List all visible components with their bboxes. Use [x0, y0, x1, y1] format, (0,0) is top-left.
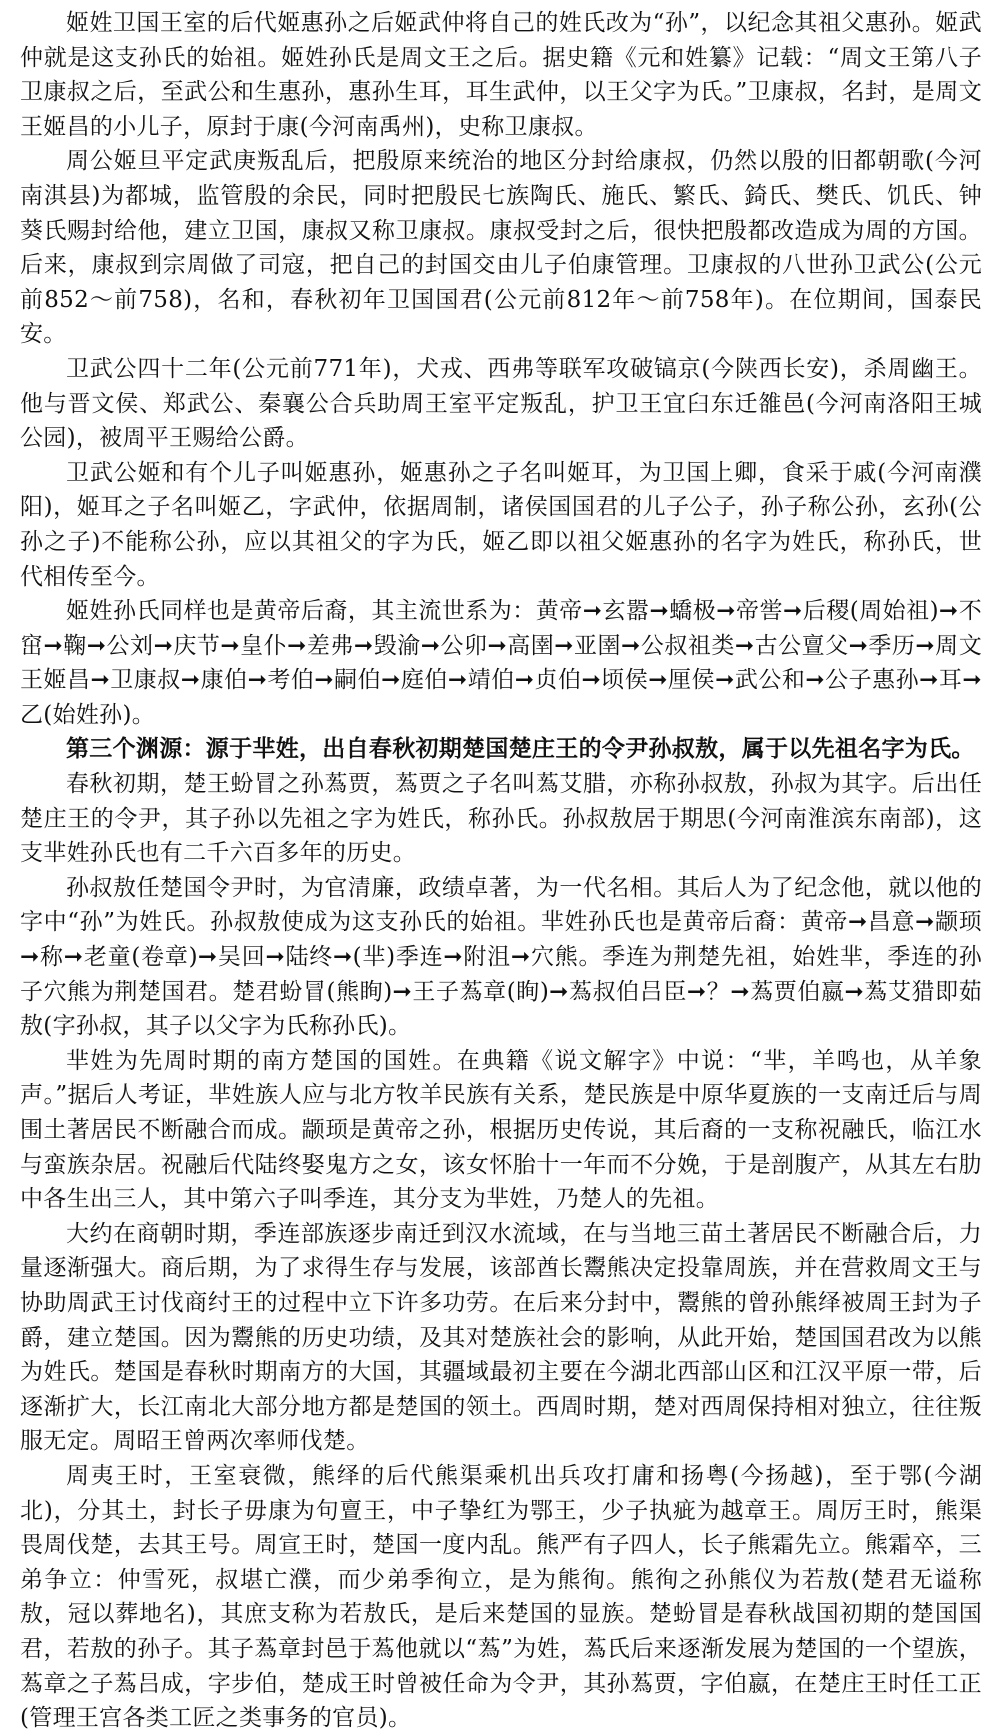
paragraph: 卫武公姬和有个儿子叫姬惠孙，姬惠孙之子名叫姬耳，为卫国上卿，食采于戚(今河南濮阳)，姬耳之子名叫姬乙，字武仲，依据周制，诸侯国国君的儿子公子，孙子称公孙，玄孙(公孙之子)不能称公孙，应以其祖父的字为氏，姬乙即以祖父姬惠孙的名字为姓氏，称孙氏，世代相传至今。 — [20, 459, 982, 590]
paragraph: 芈姓为先周时期的南方楚国的国姓。在典籍《说文解字》中说：“芈，羊鸣也，从羊象声。”据后人考证，芈姓族人应与北方牧羊民族有关系，楚民族是中原华夏族的一支南迁后与周围土著居民不断融合而成。颛顼是黄帝之孙，根据历史传说，其后裔的一支称祝融氏，临江水与蛮族杂居。祝融后代陆终娶鬼方之女，该女怀胎十一年而不分娩，于是剖腹产，从其左右肋中各生出三人，其中第六子叫季连，其分支为芈姓，乃楚人的先祖。 — [20, 1047, 982, 1213]
section-heading: 第三个渊源：源于芈姓，出自春秋初期楚国楚庄王的令尹孙叔敖，属于以先祖名字为氏。 — [66, 735, 975, 763]
paragraph: 周公姬旦平定武庚叛乱后，把殷原来统治的地区分封给康叔，仍然以殷的旧都朝歌(今河南淇县)为都城，监管殷的余民，同时把殷民七族陶氏、施氏、繁氏、錡氏、樊氏、饥氏、钟葵氏赐封给他，建立卫国，康叔又称卫康叔。康叔受封之后，很快把殷都改造成为周的方国。后来，康叔到宗周做了司寇，把自己的封国交由儿子伯康管理。卫康叔的八世孙卫武公(公元前852～前758)，名和，春秋初年卫国国君(公元前812年～前758年)。在位期间，国泰民安。 — [20, 148, 982, 348]
paragraph: 春秋初期，楚王蚡冒之孙蒍贾，蒍贾之子名叫蒍艾腊，亦称孙叔敖，孙叔为其字。后出任楚庄王的令尹，其子孙以先祖之字为姓氏，称孙氏。孙叔敖居于期思(今河南淮滨东南部)，这支芈姓孙氏也有二千六百多年的历史。 — [20, 771, 982, 867]
paragraph: 大约在商朝时期，季连部族逐步南迁到汉水流域，在与当地三苗土著居民不断融合后，力量逐渐强大。商后期，为了求得生存与发展，该部酋长鬻熊决定投靠周族，并在营救周文王与协助周武王讨伐商纣王的过程中立下许多功劳。在后来分封中，鬻熊的曾孙熊绎被周王封为子爵，建立楚国。因为鬻熊的历史功绩，及其对楚族社会的影响，从此开始，楚国国君改为以熊为姓氏。楚国是春秋时期南方的大国，其疆域最初主要在今湖北西部山区和江汉平原一带，后逐渐扩大，长江南北大部分地方都是楚国的领土。西周时期，楚对西周保持相对独立，往往叛服无定。周昭王曾两次率师伐楚。 — [20, 1220, 982, 1455]
paragraph: 卫武公四十二年(公元前771年)，犬戎、西弗等联军攻破镐京(今陕西长安)，杀周幽王。他与晋文侯、郑武公、秦襄公合兵助周王室平定叛乱，护卫王宜臼东迁雒邑(今河南洛阳王城公园)，被周平王赐给公爵。 — [20, 355, 982, 452]
paragraph: 周夷王时，王室衰微，熊绎的后代熊渠乘机出兵攻打庸和扬粤(今扬越)，至于鄂(今湖北)，分其土，封长子毋康为句亶王，中子挚红为鄂王，少子执疵为越章王。周厉王时，熊渠畏周伐楚，去其王号。周宣王时，楚国一度内乱。熊严有子四人，长子熊霜先立。熊霜卒，三弟争立：仲雪死，叔堪亡濮，而少弟季徇立，是为熊徇。熊徇之孙熊仪为若敖(楚君无谥称敖，冠以葬地名)，其庶支称为若敖氏，是后来楚国的显族。楚蚡冒是春秋战国初期的楚国国君，若敖的孙子。其子蒍章封邑于蒍他就以“蒍”为姓，蒍氏后来逐渐发展为楚国的一个望族，蒍章之子蒍吕成，字步伯，楚成王时曾被任命为令尹，其孙蒍贾，字伯嬴，在楚庄王时任工正(管理王宫各类工匠之类事务的官员)。 — [20, 1462, 982, 1732]
paragraph: 孙叔敖任楚国令尹时，为官清廉，政绩卓著，为一代名相。其后人为了纪念他，就以他的字中“孙”为姓氏。孙叔敖使成为这支孙氏的始祖。芈姓孙氏也是黄帝后裔：黄帝➞昌意➞颛顼➞称➞老童(卷章)➞吴回➞陆终➞(芈)季连➞附沮➞穴熊。季连为荆楚先祖，始姓芈，季连的孙子穴熊为荆楚国君。楚君蚡冒(熊眴)➞王子蒍章(眴)➞蒍叔伯吕臣➞？➞蒍贾伯嬴➞蒍艾猎即茹敖(字孙叔，其子以父字为氏称孙氏)。 — [20, 874, 982, 1040]
paragraph: 姬姓孙氏同样也是黄帝后裔，其主流世系为：黄帝➞玄嚣➞蟜极➞帝喾➞后稷(周始祖)➞不窋➞鞠➞公刘➞庆节➞皇仆➞差弗➞毁渝➞公卯➞高圉➞亚圉➞公叔祖类➞古公亶父➞季历➞周文王姬昌➞卫康叔➞康伯➞考伯➞嗣伯➞庭伯➞靖伯➞贞伯➞顷侯➞厘侯➞武公和➞公子惠孙➞耳➞乙(始姓孙)。 — [20, 598, 982, 728]
paragraph: 姬姓卫国王室的后代姬惠孙之后姬武仲将自己的姓氏改为“孙”，以纪念其祖父惠孙。姬武仲就是这支孙氏的始祖。姬姓孙氏是周文王之后。据史籍《元和姓纂》记载：“周文王第八子卫康叔之后，至武公和生惠孙，惠孙生耳，耳生武仲，以王父字为氏。”卫康叔，名封，是周文王姬昌的小儿子，原封于康(今河南禹州)，史称卫康叔。 — [20, 10, 982, 140]
